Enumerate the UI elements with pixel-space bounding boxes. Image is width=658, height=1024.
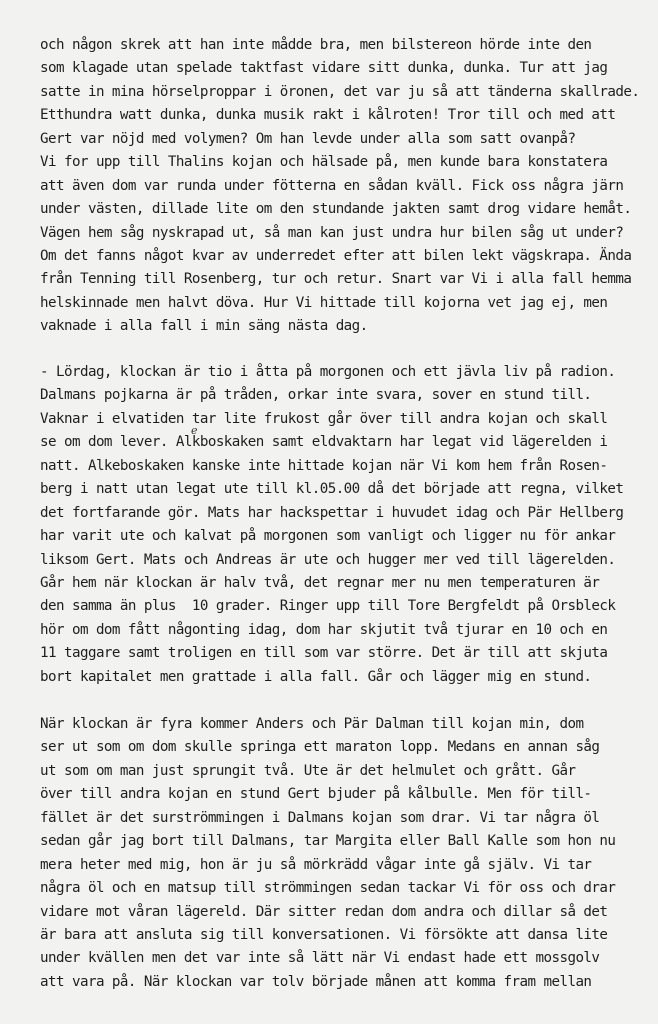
text-line: under västen, dillade lite om den stundande jakten samt drog vidare hemåt. <box>40 201 632 218</box>
text-line: fället är det surströmmingen i Dalmans kojan som drar. Vi tar några öl <box>40 809 600 826</box>
paragraph-1 <box>40 34 652 339</box>
text-line: vaknade i alla fall i min säng nästa dag. <box>40 318 368 335</box>
text-line: bort kapitalet men grattade i alla fall. Går och lägger mig en stund. <box>40 668 592 685</box>
text-line: liksom Gert. Mats och Andreas är ute och hugger mer ved till lägerelden. <box>40 551 616 568</box>
text-line: och någon skrek att han inte mådde bra, men bilstereon hörde inte den <box>40 37 592 53</box>
text-line: berg i natt utan legat ute till kl.05.00 då det började att regna, vilket <box>40 481 624 498</box>
text-line: När klockan är fyra kommer Anders och Pär Dalman till kojan min, dom <box>40 716 584 732</box>
text-line: hör om dom fått någonting idag, dom har skjutit två tjurar en 10 och en <box>40 621 608 638</box>
paragraph-2 <box>40 361 652 689</box>
paragraph-3 <box>40 713 652 994</box>
text-line: natt. Alkeboskaken kanske inte hittade kojan när Vi kom hem från Rosen- <box>40 457 608 474</box>
text-line: som klagade utan spelade taktfast vidare sitt dunka, dunka. Tur att jag <box>40 60 608 77</box>
text-line: från Tenning till Rosenberg, tur och retur. Snart var Vi i alla fall hemma <box>40 271 632 288</box>
text-line: Gert var nöjd med volymen? Om han levde under alla som satt ovanpå? <box>40 130 576 147</box>
text-line: - Lördag, klockan är tio i åtta på morgonen och ett jävla liv på radion. <box>40 364 616 380</box>
text-line: några öl och en matsup till strömmingen sedan tackar Vi för oss och drar <box>40 880 616 897</box>
text-line: är bara att ansluta sig till konversationen. Vi försökte att dansa lite <box>40 926 608 943</box>
text-line: Vi for upp till Thalins kojan och hälsade på, men kunde bara konstatera <box>40 154 608 171</box>
text-line: Etthundra watt dunka, dunka musik rakt i kålroten! Tror till och med att <box>40 107 616 124</box>
text-line: se om dom lever. Alkboskaken samt eldvaktarn har legat vid lägerelden i <box>40 434 608 451</box>
text-line: satte in mina hörselproppar i öronen, det var ju så att tänderna skallrade. <box>40 83 640 100</box>
handwritten-correction: e <box>191 424 198 437</box>
text-line: Vägen hem såg nyskrapad ut, så man kan just undra hur bilen såg ut under? <box>40 224 624 241</box>
text-line: Om det fanns något kvar av underredet efter att bilen lekt vägskrapa. Ända <box>40 247 632 264</box>
text-line: den samma än plus 10 grader. Ringer upp till Tore Bergfeldt på Orsbleck <box>40 598 616 615</box>
text-line: det fortfarande gör. Mats har hackspettar i huvudet idag och Pär Hellberg <box>40 504 624 521</box>
text-line: över till andra kojan en stund Gert bjuder på kålbulle. Men för till- <box>40 786 592 803</box>
text-line: att vara på. När klockan var tolv började månen att komma fram mellan <box>40 973 592 990</box>
text-line: mera heter med mig, hon är ju så mörkrädd vågar inte gå själv. Vi tar <box>40 856 592 873</box>
text-line: har varit ute och kalvat på morgonen som vanligt och ligger nu för ankar <box>40 528 616 545</box>
text-line: ut som om man just sprungit två. Ute är det helmulet och grått. Går <box>40 762 576 779</box>
text-line: ser ut som om dom skulle springa ett maraton lopp. Medans en annan såg <box>40 739 600 756</box>
text-line: vidare mot våran lägereld. Där sitter redan dom andra och dillar så det <box>40 903 608 920</box>
text-line: 11 taggare samt troligen en till som var större. Det är till att skjuta <box>40 645 608 662</box>
text-line: under kvällen men det var inte så lätt när Vi endast hade ett mossgolv <box>40 950 600 967</box>
text-line: Dalmans pojkarna är på tråden, orkar inte svara, sover en stund till. <box>40 387 592 404</box>
text-line: sedan går jag bort till Dalmans, tar Margita eller Ball Kalle som hon nu <box>40 833 616 850</box>
text-line: Vaknar i elvatiden tar lite frukost går över till andra kojan och skall <box>40 410 608 427</box>
text-line: helskinnade men halvt döva. Hur Vi hittade till kojorna vet jag ej, men <box>40 294 608 311</box>
text-line: att även dom var runda under fötterna en sådan kväll. Fick oss några järn <box>40 177 624 194</box>
text-line: Går hem när klockan är halv två, det regnar mer nu men temperaturen är <box>40 574 600 591</box>
